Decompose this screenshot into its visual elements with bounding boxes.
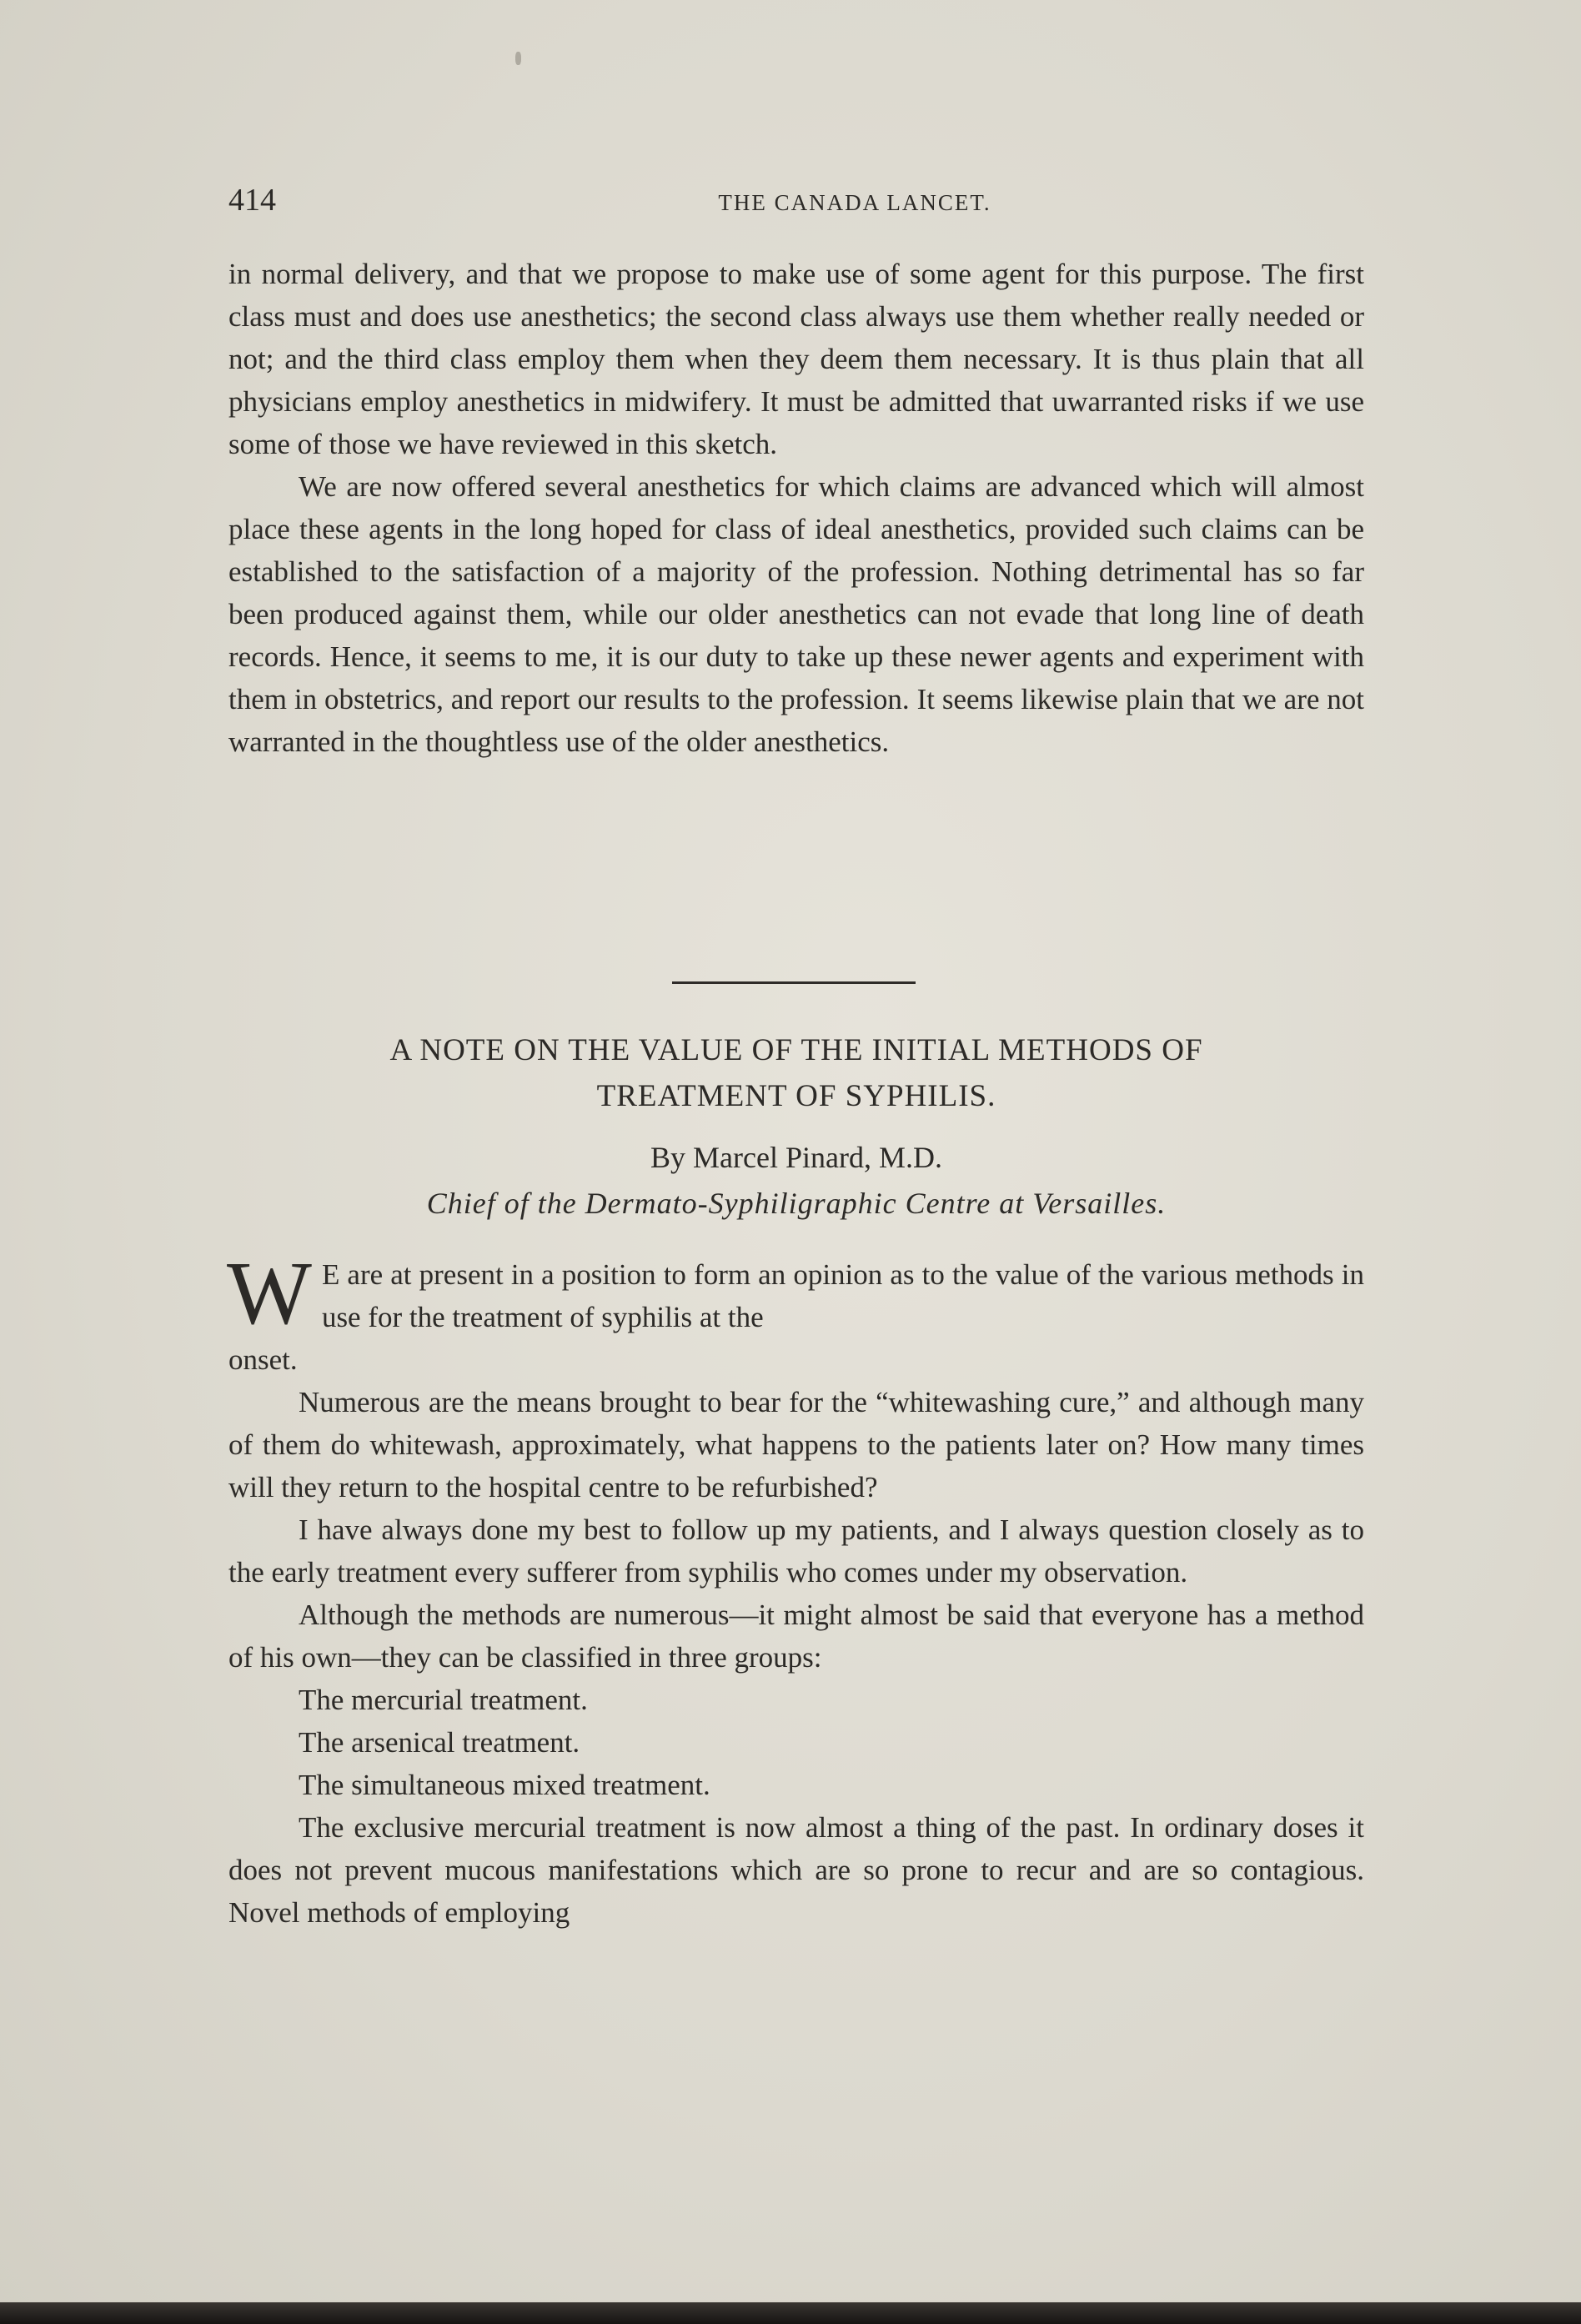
drop-cap: W xyxy=(227,1244,312,1343)
scan-bottom-edge xyxy=(0,2302,1581,2324)
section-divider xyxy=(672,981,916,984)
article-title-line: TREATMENT OF SYPHILIS. xyxy=(596,1079,996,1113)
page-number: 414 xyxy=(228,183,276,218)
article-title-line: A NOTE ON THE VALUE OF THE INITIAL METHODS OF xyxy=(389,1033,1203,1067)
treatment-group-item: The arsenical treatment. xyxy=(299,1726,580,1759)
running-head xyxy=(228,182,1364,223)
paragraph: Although the methods are numerous—it might almost be said that everyone has a method of his own—they can be classified in three groups: xyxy=(228,1599,1364,1674)
article-title xyxy=(228,1027,1364,1119)
opening-text: E are at present in a position to form an opinion as to the value of the various methods in use for the treatment of syphilis at the xyxy=(321,1258,1364,1333)
paragraph: I have always done my best to follow up my patients, and I always question closely as to the early treatment every sufferer from syphilis who comes under my observation. xyxy=(228,1513,1364,1589)
paragraph: in normal delivery, and that we propose to make use of some agent for this purpose. The first class must and does use anesthetics; the second class always use them whether really needed or not; and the third class employ them when they deem them necessary. It is thus plain that all physicians employ anesthetics in midwifery. It must be admitted that uwarranted risks if we use some of those we have reviewed in this sketch. xyxy=(228,258,1364,460)
opening-paragraph-end: onset. xyxy=(228,1343,298,1376)
paragraph: Numerous are the means brought to bear for the “whitewashing cure,” and although many of them do whitewash, approximately, what happens to the patients later on? How many times will they return to the hospital centre to be refurbished? xyxy=(228,1386,1364,1503)
treatment-group-item: The mercurial treatment. xyxy=(299,1684,588,1716)
ink-speck xyxy=(515,52,521,65)
paragraph: We are now offered several anesthetics for which claims are advanced which will almost place these agents in the long hoped for class of ideal anesthetics, provided such claims can be established to the satisfaction of a majority of the profession. Nothing detrimental has so far been produced against them, while our older anesthetics can not evade that long line of death records. Hence, it seems to me, it is our duty to take up these newer agents and experiment with them in obstetrics, and report our results to the profession. It seems likewise plain that we are not warranted in the thoughtless use of the older anesthetics. xyxy=(228,470,1364,758)
article-body xyxy=(227,1244,1364,1934)
paragraph: The exclusive mercurial treatment is now almost a thing of the past. In ordinary doses it does not prevent mucous manifestations which are so prone to recur and are so contagious. Novel methods of employing xyxy=(228,1811,1364,1929)
author-affiliation: Chief of the Dermato-Syphiligraphic Centre at Versailles. xyxy=(426,1187,1167,1220)
journal-title: THE CANADA LANCET. xyxy=(718,190,991,215)
treatment-group-item: The simultaneous mixed treatment. xyxy=(299,1769,710,1801)
opening-paragraph xyxy=(227,1244,1364,1343)
continued-section xyxy=(228,253,1364,763)
author-byline: By Marcel Pinard, M.D. xyxy=(650,1141,942,1174)
